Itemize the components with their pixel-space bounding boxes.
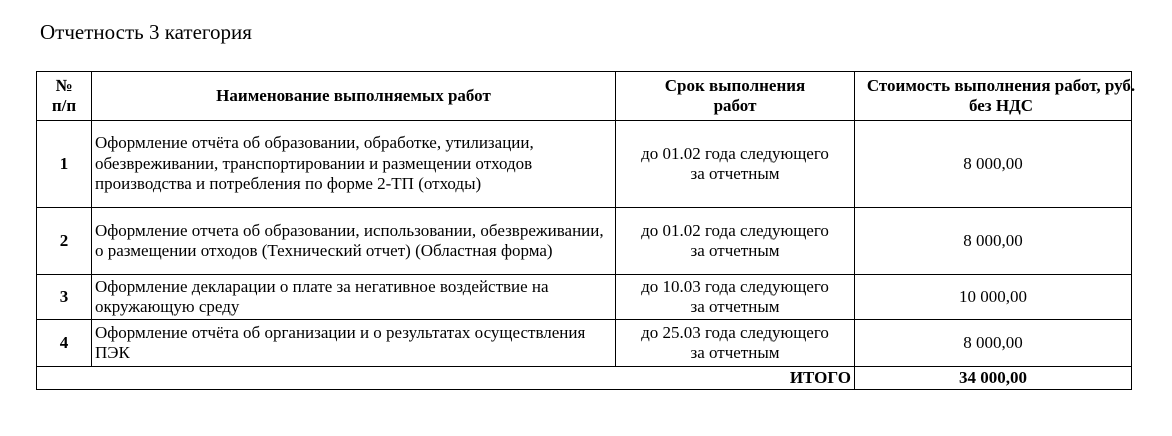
row-name: Оформление отчета об образовании, использовании, обезвреживании, о размещении отходов (Технический отчет) (Областная форма)	[92, 208, 616, 275]
row-term-text: до 01.02 года следующего за отчетным	[641, 143, 829, 183]
table-row	[37, 121, 1132, 208]
row-term-text: до 01.02 года следующего за отчетным	[641, 220, 829, 260]
row-num: 1	[37, 121, 92, 208]
table-row	[37, 320, 1132, 367]
table-row	[37, 208, 1132, 275]
row-cost: 8 000,00	[855, 208, 1132, 275]
document-title: Отчетность 3 категория	[40, 20, 252, 44]
row-name: Оформление отчёта об организации и о результатах осуществления ПЭК	[92, 320, 616, 367]
total-label: ИТОГО	[37, 367, 855, 390]
report-table	[36, 71, 1136, 390]
header-cost	[855, 72, 1136, 121]
row-term	[616, 320, 855, 367]
header-name: Наименование выполняемых работ	[92, 72, 616, 121]
row-name: Оформление отчёта об образовании, обработке, утилизации, обезвреживании, транспортировании и размещении отходов производства и потребления по форме 2-ТП (отходы)	[92, 121, 616, 208]
total-value: 34 000,00	[855, 367, 1132, 390]
row-num: 3	[37, 275, 92, 320]
header-num-text: № п/п	[51, 75, 77, 115]
row-name: Оформление декларации о плате за негативное воздействие на окружающую среду	[92, 275, 616, 320]
row-cost: 8 000,00	[855, 121, 1132, 208]
row-cost: 8 000,00	[855, 320, 1132, 367]
row-term-text: до 10.03 года следующего за отчетным	[641, 276, 829, 316]
table-row	[37, 275, 1132, 320]
row-term	[616, 275, 855, 320]
row-term	[616, 121, 855, 208]
header-cost-text: Стоимость выполнения работ, руб. без НДС	[866, 75, 1136, 115]
header-term	[616, 72, 855, 121]
header-num	[37, 72, 92, 121]
table-header-row	[37, 72, 1132, 121]
header-term-text: Срок выполнения работ	[664, 75, 806, 115]
row-num: 2	[37, 208, 92, 275]
row-term	[616, 208, 855, 275]
total-row	[37, 367, 1132, 390]
row-num: 4	[37, 320, 92, 367]
row-cost: 10 000,00	[855, 275, 1132, 320]
row-term-text: до 25.03 года следующего за отчетным	[641, 322, 829, 362]
